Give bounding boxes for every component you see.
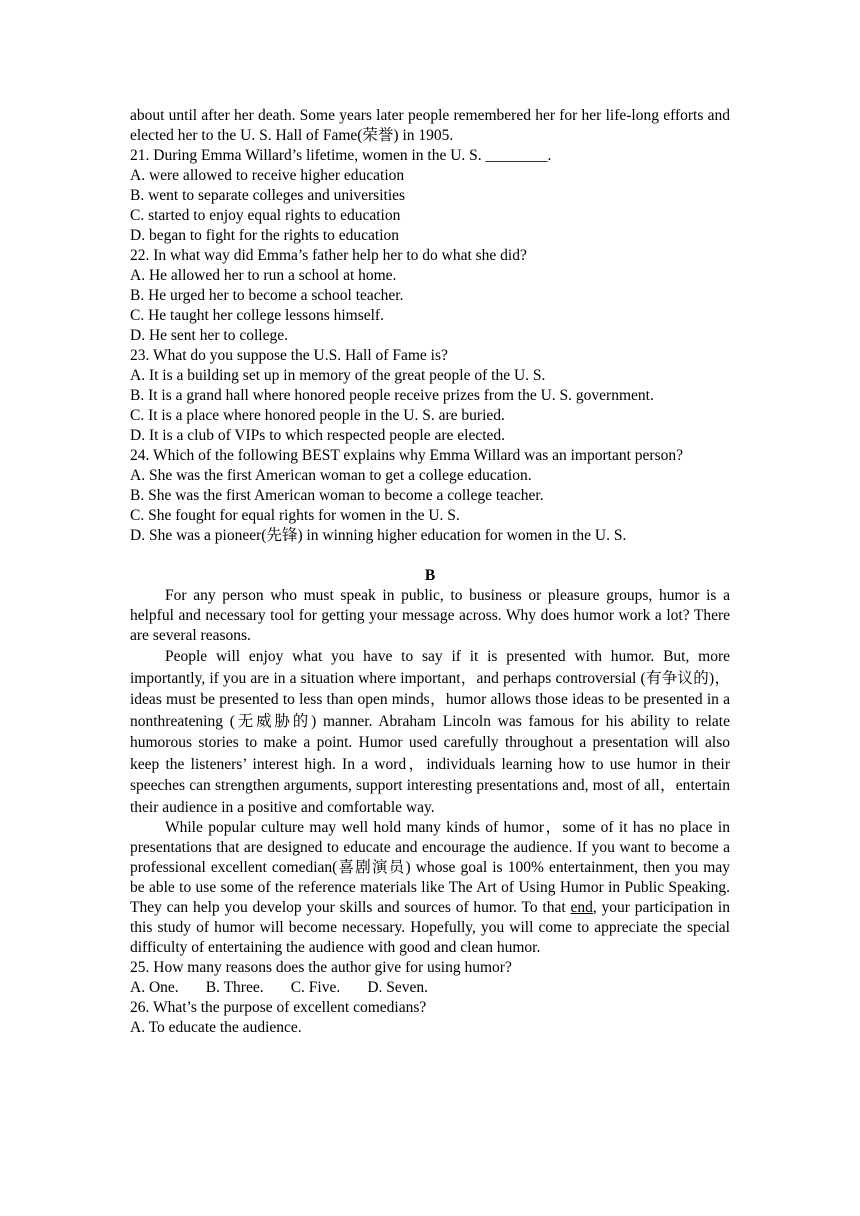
question-26 (130, 998, 730, 1038)
paragraph-text: , your participation in this study of humor will become necessary. Hopefully, you will come to appreciate the special difficulty of entertaining the audience with good and clean humor. (130, 899, 730, 956)
paragraph-text: While popular culture may well hold many kinds of humor，some of it has no place in presentations that are designed to educate and encourage the audience. If you want to become a professional excellent comedian(喜剧演员) whose goal is 100% entertainment, then you may be able to use some of the reference materials like The Art of Using Humor in Public Speaking. They can help you develop your skills and sources of humor. To that (130, 819, 730, 916)
option-b: B. went to separate colleges and universities (130, 187, 406, 204)
passage-b-paragraph-2: People will enjoy what you have to say if it is presented with humor. But, more importantly, if you are in a situation where important，and perhaps controversial (有争议的)，ideas must be presented to less than open minds，humor allows those ideas to be presented in a nonthreatening (无威胁的) manner. Abraham Lincoln was famous for his ability to relate humorous stories to make a point. Humor used carefully throughout a presentation will also keep the listeners’ interest high. In a word，individuals learning how to use humor in their speeches can strengthen arguments, support interesting presentations and, most of all，entertain their audience in a positive and comfortable way. (130, 648, 730, 816)
question-21 (130, 146, 730, 246)
option-b: B. She was the first American woman to become a college teacher. (130, 487, 544, 504)
option-d: D. She was a pioneer(先锋) in winning higher education for women in the U. S. (130, 527, 627, 544)
question-25 (130, 958, 730, 998)
option-d: D. began to fight for the rights to education (130, 227, 400, 244)
underlined-word: end (570, 899, 593, 916)
option-c: C. She fought for equal rights for women in the U. S. (130, 507, 460, 524)
option-d: D. It is a club of VIPs to which respected people are elected. (130, 427, 506, 444)
option-d: D. He sent her to college. (130, 327, 288, 344)
question-22 (130, 246, 730, 346)
section-heading: B (424, 567, 436, 584)
option-c: C. It is a place where honored people in the U. S. are buried. (130, 407, 505, 424)
passage-a-tail: about until after her death. Some years later people remembered her for her life-long efforts and elected her to the U. S. Hall of Fame(荣誉) in 1905. (130, 107, 730, 144)
passage-b-paragraph-3 (130, 818, 730, 958)
option-a: A. were allowed to receive higher education (130, 167, 405, 184)
options-row: A. One. B. Three. C. Five. D. Seven. (130, 979, 429, 996)
question-stem: 21. During Emma Willard’s lifetime, women in the U. S. ________. (130, 147, 552, 164)
option-a: A. It is a building set up in memory of the great people of the U. S. (130, 367, 546, 384)
option-a: A. She was the first American woman to get a college education. (130, 467, 532, 484)
question-stem: 26. What’s the purpose of excellent comedians? (130, 999, 427, 1016)
question-stem: 22. In what way did Emma’s father help her to do what she did? (130, 247, 527, 264)
question-stem: 25. How many reasons does the author give for using humor? (130, 959, 512, 976)
option-c: C. started to enjoy equal rights to education (130, 207, 401, 224)
document-content (130, 106, 730, 1038)
question-stem: 24. Which of the following BEST explains why Emma Willard was an important person? (130, 447, 683, 464)
option-c: C. He taught her college lessons himself. (130, 307, 384, 324)
option-b: B. It is a grand hall where honored people receive prizes from the U. S. government. (130, 387, 654, 404)
question-stem: 23. What do you suppose the U.S. Hall of Fame is? (130, 347, 448, 364)
question-23 (130, 346, 730, 446)
option-a: A. To educate the audience. (130, 1019, 302, 1036)
question-24 (130, 446, 730, 546)
option-a: A. He allowed her to run a school at home. (130, 267, 397, 284)
option-b: B. He urged her to become a school teacher. (130, 287, 404, 304)
passage-b-paragraph-1: For any person who must speak in public, to business or pleasure groups, humor is a helpful and necessary tool for getting your message across. Why does humor work a lot? There are several reasons. (130, 587, 730, 644)
